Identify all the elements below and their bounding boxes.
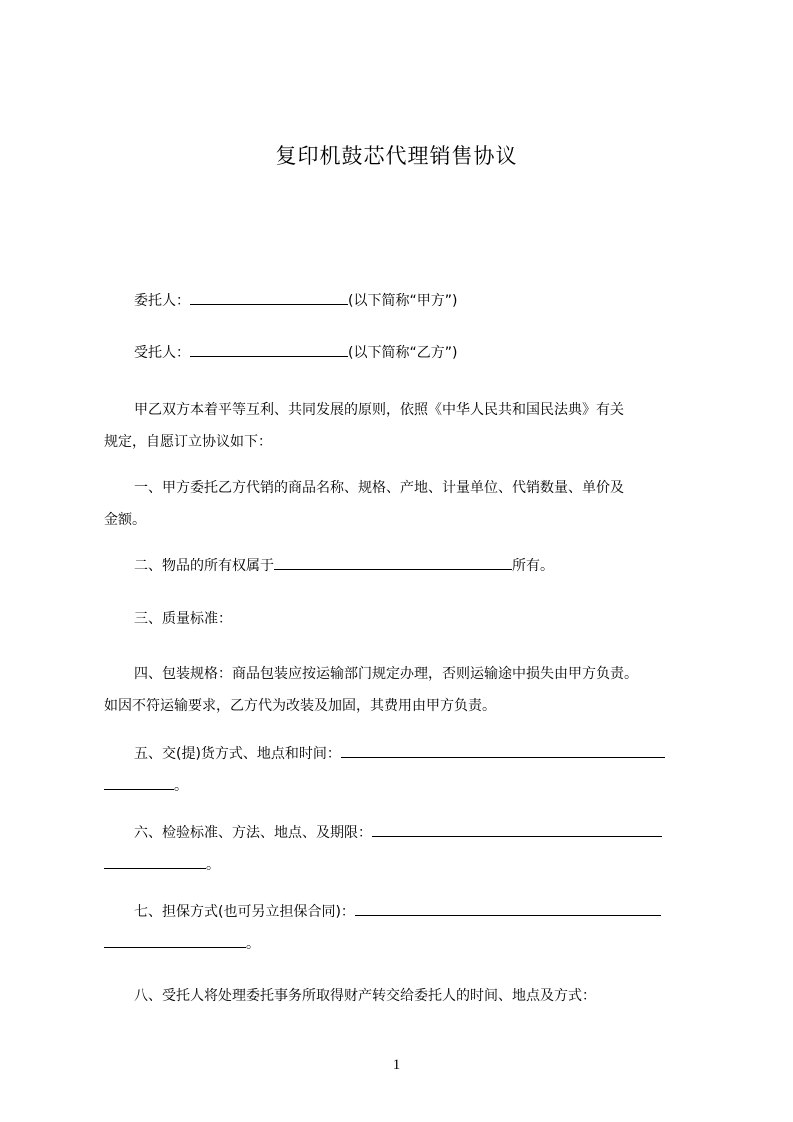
agent-label: 受托人： [134,345,190,361]
document-title: 复印机鼓芯代理销售协议 [275,144,518,168]
clause-2-prefix: 二、物品的所有权属于 [134,558,274,574]
clause-1-line-2: 金额。 [104,512,146,528]
clause-1-line-1: 一、甲方委托乙方代销的商品名称、规格、产地、计量单位、代销数量、单价及 [134,480,624,496]
clause-7 [104,896,704,960]
principal-label: 委托人： [134,293,190,309]
agent-suffix: (以下简称“乙方”) [348,345,458,361]
clause-4 [104,658,704,722]
clause-8 [104,980,734,1012]
clause-6-line-2 [104,849,704,881]
clause-6-blank-1[interactable] [372,822,662,837]
intro-line-2: 规定，自愿订立协议如下： [104,434,272,450]
clause-4-line-1: 四、包装规格：商品包装应按运输部门规定办理，否则运输途中损失由甲方负责。 [134,666,638,682]
clause-7-line-2 [104,928,704,960]
clause-5 [104,738,704,802]
clause-5-line-1 [104,738,704,770]
clause-6-prefix: 六、检验标准、方法、地点、及期限： [134,825,372,841]
agent-line [104,337,734,369]
page-number: 1 [392,1057,401,1073]
clause-5-blank-1[interactable] [341,743,665,758]
principal-suffix: (以下简称“甲方”) [348,293,458,309]
clause-7-line-1 [104,896,704,928]
clause-3-text: 三、质量标准： [134,611,232,627]
clause-7-blank-2[interactable] [104,933,246,948]
intro-paragraph [104,394,704,458]
agent-blank[interactable] [190,342,348,357]
clause-2-blank[interactable] [274,555,512,570]
principal-line [104,285,734,317]
clause-2-suffix: 所有。 [512,558,554,574]
clause-4-line-2: 如因不符运输要求，乙方代为改装及加固，其费用由甲方负责。 [104,698,496,714]
clause-6-end: 。 [206,857,220,873]
clause-5-prefix: 五、交(提)货方式、地点和时间： [134,746,341,762]
clause-8-text: 八、受托人将处理委托事务所取得财产转交给委托人的时间、地点及方式： [134,988,596,1004]
clause-5-line-2 [104,770,704,802]
clause-1 [104,472,704,536]
clause-7-prefix: 七、担保方式(也可另立担保合同)： [134,904,355,920]
clause-7-end: 。 [246,936,260,952]
clause-6 [104,817,704,881]
intro-line-1: 甲乙双方本着平等互利、共同发展的原则，依照《中华人民共和国民法典》有关 [134,402,624,418]
principal-blank[interactable] [190,290,348,305]
clause-5-end: 。 [174,778,188,794]
clause-7-blank-1[interactable] [355,901,661,916]
clause-6-line-1 [104,817,704,849]
clause-3 [104,603,734,635]
clause-6-blank-2[interactable] [104,854,206,869]
clause-5-blank-2[interactable] [104,775,174,790]
clause-2 [104,550,734,582]
